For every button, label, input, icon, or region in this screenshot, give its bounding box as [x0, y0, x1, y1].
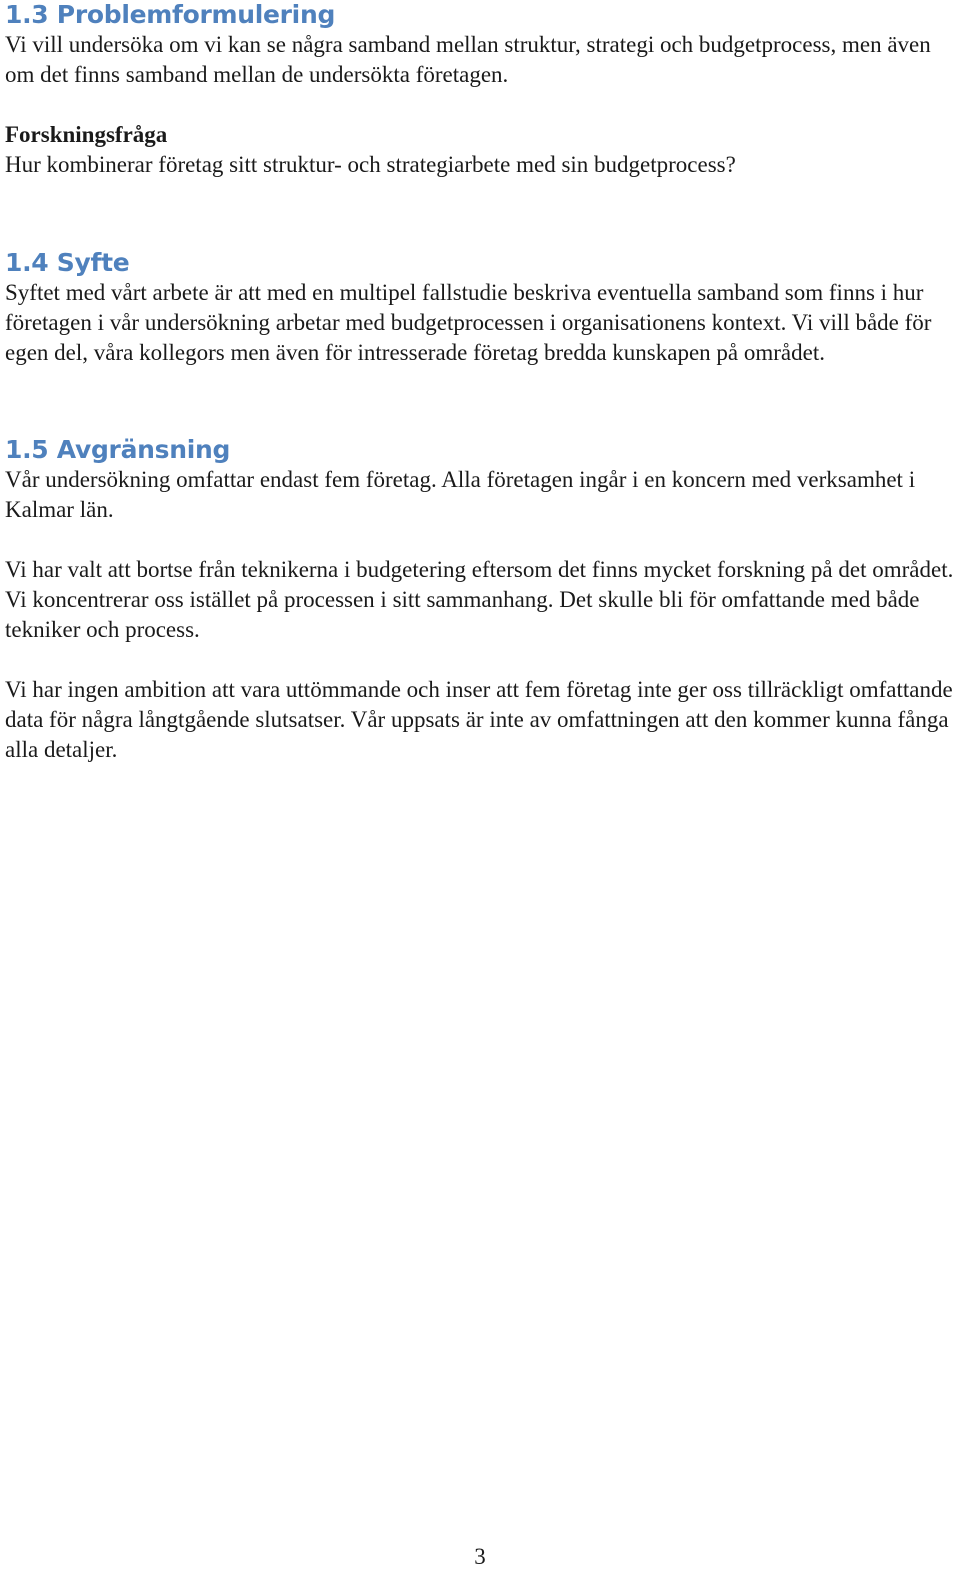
section-heading-syfte: 1.4 Syfte: [5, 248, 130, 277]
research-question: Hur kombinerar företag sitt struktur- och strategiarbete med sin budgetprocess?: [5, 152, 736, 177]
problemformulering-paragraph: Vi vill undersöka om vi kan se några samband mellan struktur, strategi och budgetprocess, men även om det finns samband mellan de undersökta företagen.: [5, 32, 931, 87]
document-page: [5, 0, 955, 765]
avgransning-paragraph-1: Vår undersökning omfattar endast fem företag. Alla företagen ingår i en koncern med verksamhet i Kalmar län.: [5, 467, 916, 522]
section-heading-avgransning: 1.5 Avgränsning: [5, 435, 231, 464]
page-number: 3: [474, 1544, 486, 1569]
avgransning-paragraph-2: Vi har valt att bortse från teknikerna i budgetering eftersom det finns mycket forskning på det området. Vi koncentrerar oss istället på processen i sitt sammanhang. Det skulle bli för omfattande med både tekniker och process.: [5, 557, 954, 642]
syfte-paragraph: Syftet med vårt arbete är att med en multipel fallstudie beskriva eventuella samband som finns i hur företagen i vår undersökning arbetar med budgetprocessen i organisationens kontext. Vi vill både för egen del, våra kollegors men även för intresserade företag bredda kunskapen på området.: [5, 280, 932, 365]
avgransning-paragraph-3: Vi har ingen ambition att vara uttömmande och inser att fem företag inte ger oss tillräckligt omfattande data för några långtgående slutsatser. Vår uppsats är inte av omfattningen att den kommer kunna fånga alla detaljer.: [5, 677, 953, 762]
subheading-forskningsfraga: Forskningsfråga: [5, 122, 168, 147]
section-heading-problemformulering: 1.3 Problemformulering: [5, 0, 336, 29]
